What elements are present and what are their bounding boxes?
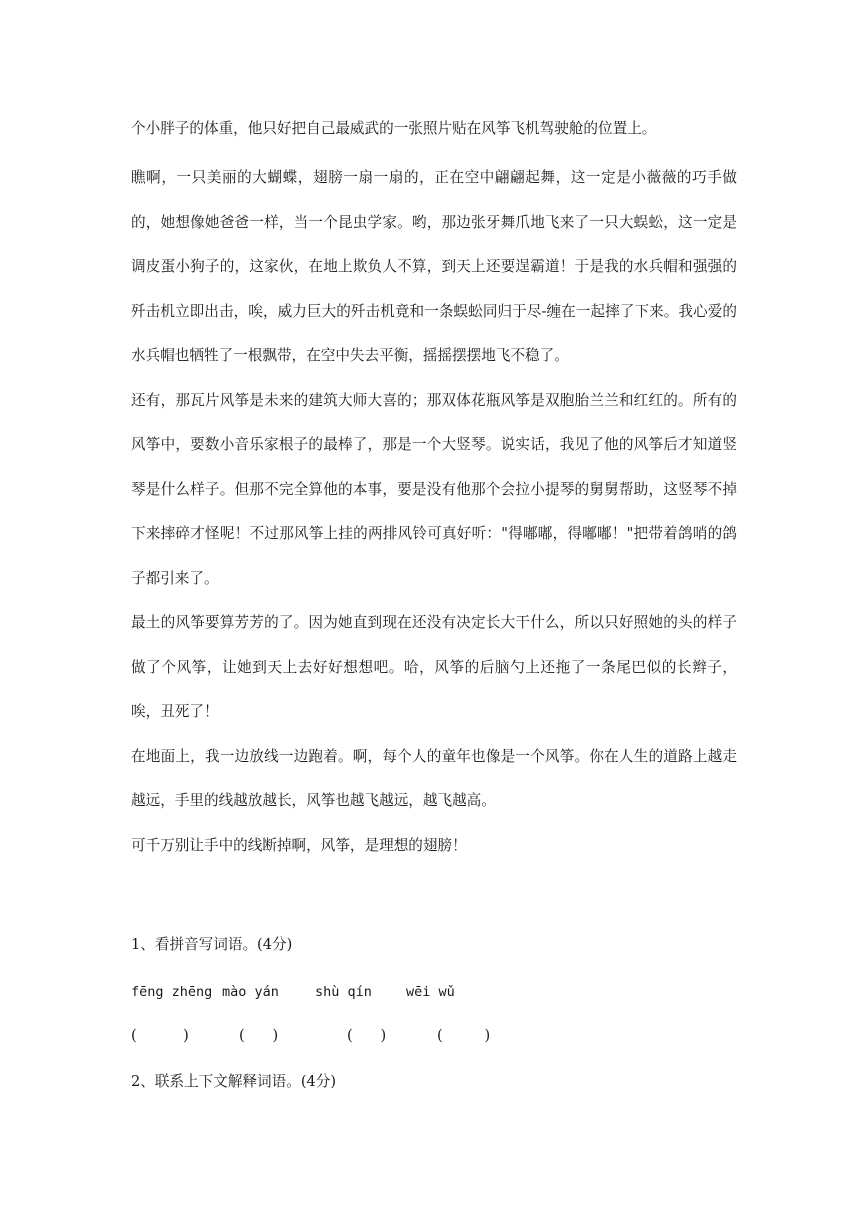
passage-paragraph-1: 个小胖子的体重，他只好把自己最威武的一张照片贴在风筝飞机驾驶舱的位置上。 (131, 120, 657, 137)
reading-passage (131, 112, 737, 868)
answer-blank-3: ( ) (347, 1027, 387, 1044)
passage-paragraph-6: 可千万别让手中的线断掉啊，风筝，是理想的翅膀！ (131, 836, 467, 854)
pinyin-item-1: fēng zhēng (131, 984, 213, 1000)
pinyin-item-2: mào yán (222, 984, 279, 1000)
passage-paragraph-2: 瞧啊，一只美丽的大蝴蝶，翅膀一扇一扇的，正在空中翩翩起舞，这一定是小薇薇的巧手做的，她想像她爸爸一样，当一个昆虫学家。哟，那边张牙舞爪地飞来了一只大蜈蚣，这一定是调皮蛋小狗子的，这家伙，在地上欺负人不算，到天上还要逞霸道！于是我的水兵帽和强强的歼击机立即出击，唉，威力巨大的歼击机竟和一条蜈蚣同归于尽-缠在一起摔了下来。我心爱的水兵帽也牺牲了一根飘带，在空中失去平衡，摇摇摆摆地飞不稳了。 (131, 169, 737, 364)
answer-blank-2: ( ) (239, 1027, 279, 1044)
pinyin-item-3: shù qín (315, 984, 372, 1000)
passage-paragraph-4: 最土的风筝要算芳芳的了。因为她直到现在还没有决定长大干什么，所以只好照她的头的样子做了个风筝，让她到天上去好好想想吧。哈，风筝的后脑勺上还拖了一条尾巴似的长辫子，唉，丑死了！ (131, 614, 737, 720)
passage-paragraph-5: 在地面上，我一边放线一边跑着。啊，每个人的童年也像是一个风筝。你在人生的道路上越走越远，手里的线越放越长，风筝也越飞越远，越飞越高。 (131, 747, 737, 809)
pinyin-item-4: wēi wǔ (406, 984, 455, 1000)
pinyin-row (131, 980, 751, 1004)
answer-blanks-row (131, 1024, 751, 1048)
passage-paragraph-3: 还有，那瓦片风筝是未来的建筑大师大喜的；那双体花瓶风筝是双胞胎兰兰和红红的。所有的风筝中，要数小音乐家根子的最棒了，那是一个大竖琴。说实话，我见了他的风筝后才知道竖琴是什么样子。但那不完全算他的本事，要是没有他那个会拉小提琴的舅舅帮助，这竖琴不掉下来摔碎才怪呢！不过那风筝上挂的两排风铃可真好听："得嘟嘟，得嘟嘟！"把带着鸽哨的鸽子都引来了。 (131, 391, 737, 587)
answer-blank-1: ( ) (131, 1027, 189, 1044)
answer-blank-4: ( ) (437, 1027, 491, 1044)
question-2-title: 2、联系上下文解释词语。(4分) (131, 1073, 337, 1090)
question-1-title: 1、看拼音写词语。(4分) (131, 936, 293, 953)
